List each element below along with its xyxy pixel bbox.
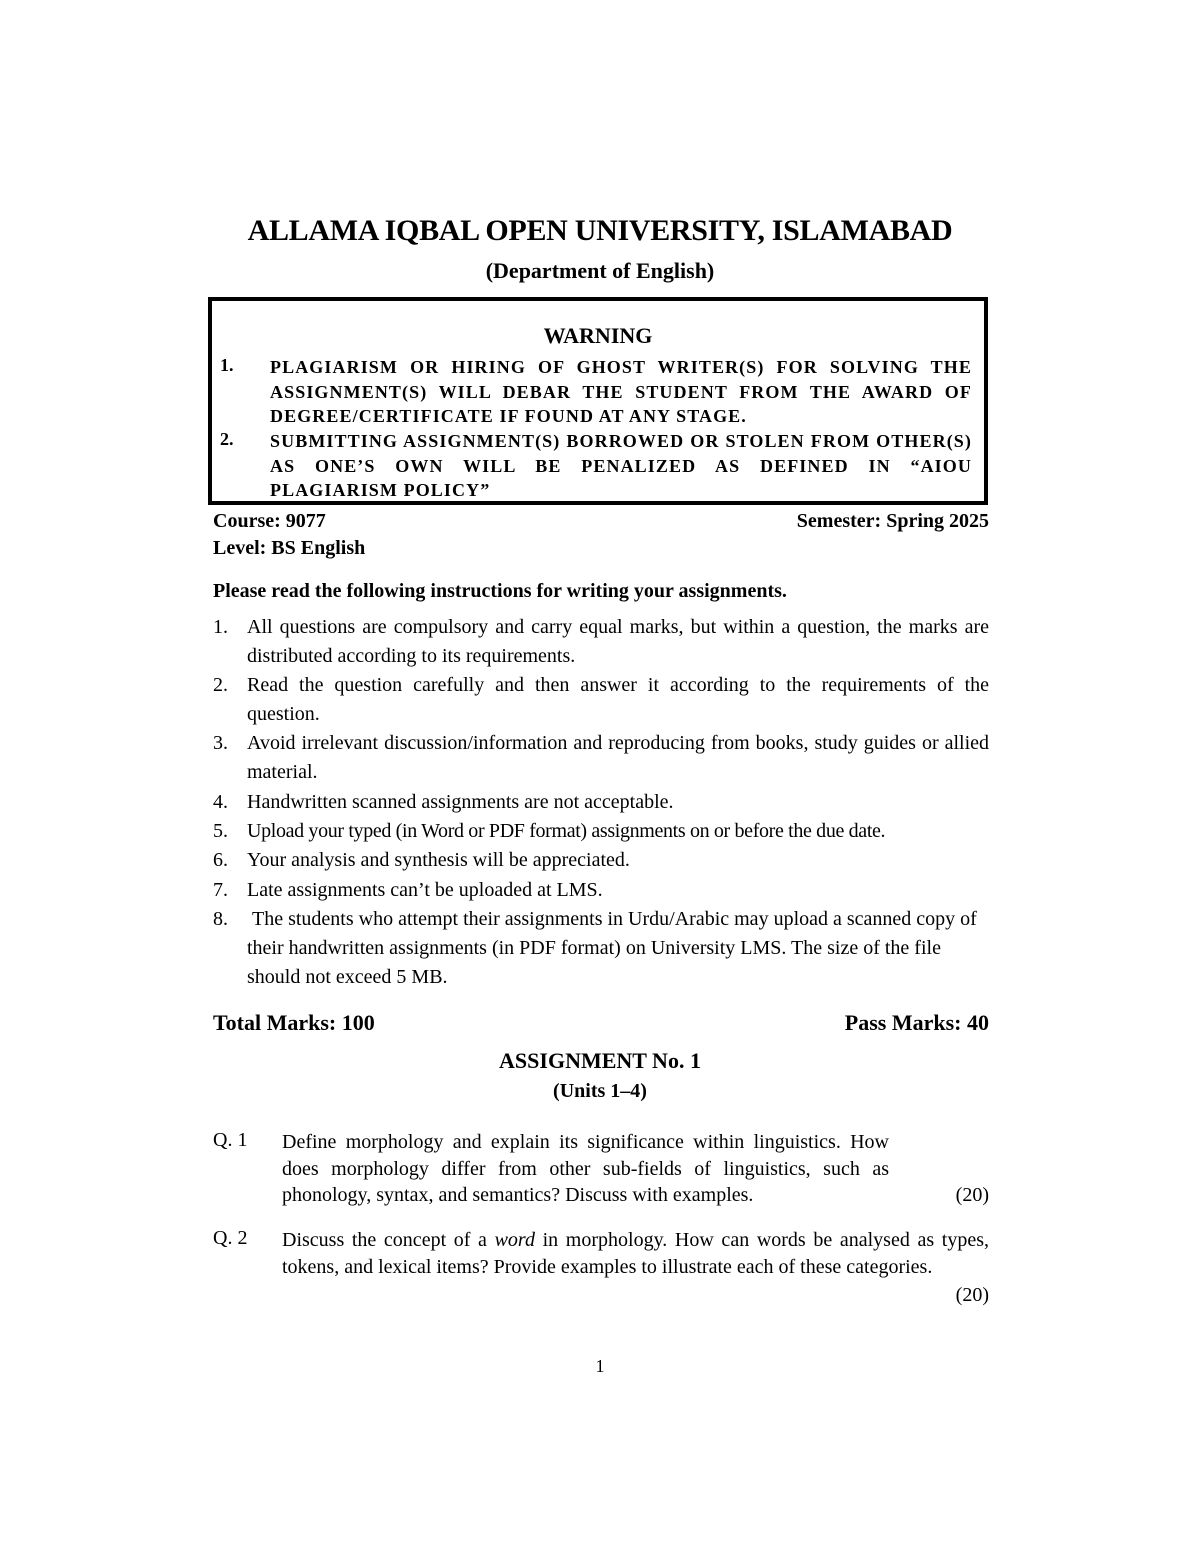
instructions-heading: Please read the following instructions for writing your assignments. <box>213 580 787 602</box>
warning-title: WARNING <box>543 323 653 348</box>
instruction-text: Late assignments can’t be uploaded at LMS. <box>247 878 603 901</box>
instruction-text: The students who attempt their assignments in Urdu/Arabic may upload a scanned copy of their handwritten assignments (in PDF format) on University LMS. The size of the file should not exceed 5 MB. <box>247 908 982 988</box>
instruction-item <box>213 788 989 817</box>
instruction-text: All questions are compulsory and carry equal marks, but within a question, the marks are distributed according to its requirements. <box>247 616 989 667</box>
instruction-number: 5. <box>213 819 228 842</box>
instruction-text: Your analysis and synthesis will be appreciated. <box>247 849 630 872</box>
question-emphasis: word <box>494 1229 535 1251</box>
question-marks: (20) <box>955 1184 989 1206</box>
level: Level: BS English <box>213 537 366 559</box>
instruction-text: Handwritten scanned assignments are not acceptable. <box>247 790 674 813</box>
warning-item-number: 2. <box>220 429 234 449</box>
instruction-item <box>213 817 989 846</box>
question-marks: (20) <box>955 1284 989 1306</box>
question-text: Discuss the concept of a <box>282 1229 495 1251</box>
question-text: in morphology. How can words be analysed as types, tokens, and lexical items? Provide examples to illustrate each of these categories. <box>282 1229 989 1278</box>
marks-row <box>213 1010 989 1036</box>
semester: Semester: Spring 2025 <box>796 510 989 532</box>
instruction-number: 3. <box>213 732 228 755</box>
instruction-number: 2. <box>213 674 228 697</box>
question-text-block <box>282 1129 889 1209</box>
level-row <box>213 537 989 560</box>
page-number: 1 <box>595 1356 605 1376</box>
department-name: (Department of English) <box>485 258 715 283</box>
question-text-block <box>282 1227 989 1280</box>
course-code: Course: 9077 <box>213 510 326 532</box>
warning-box <box>208 297 988 505</box>
instruction-number: 7. <box>213 878 228 901</box>
instruction-item <box>213 876 989 905</box>
instruction-number: 4. <box>213 790 228 813</box>
instruction-item <box>213 729 989 787</box>
question-text: Define morphology and explain its significance within linguistics. How does morphology differ from other sub-fields of linguistics, such as phonology, syntax, and semantics? Discuss with examples. <box>282 1131 889 1206</box>
instruction-item <box>213 613 989 671</box>
instruction-number: 6. <box>213 849 228 872</box>
question-number: Q. 1 <box>213 1129 248 1151</box>
warning-item-text: SUBMITTING ASSIGNMENT(S) BORROWED OR STOLEN FROM OTHER(S) AS ONE’S OWN WILL BE PENALIZED AS DEFINED IN “AIOU PLAGIARISM POLICY” <box>270 431 972 501</box>
instruction-number: 1. <box>213 616 228 638</box>
warning-item-text: PLAGIARISM OR HIRING OF GHOST WRITER(S) FOR SOLVING THE ASSIGNMENT(S) WILL DEBAR THE STUDENT FROM THE AWARD OF DEGREE/CERTIFICATE IF FOUND AT ANY STAGE. <box>270 357 972 427</box>
course-semester-row <box>213 510 989 533</box>
total-marks: Total Marks: 100 <box>213 1010 375 1035</box>
assignment-title: ASSIGNMENT No. 1 <box>499 1048 701 1073</box>
instruction-number: 8. <box>213 908 228 931</box>
warning-item-number: 1. <box>220 355 234 375</box>
assignment-units: (Units 1–4) <box>553 1080 647 1102</box>
pass-marks: Pass Marks: 40 <box>844 1010 989 1035</box>
instruction-item <box>213 671 989 729</box>
question-number: Q. 2 <box>213 1227 248 1249</box>
university-title: ALLAMA IQBAL OPEN UNIVERSITY, ISLAMABAD <box>247 214 953 247</box>
instruction-text: Read the question carefully and then answer it according to the requirements of the question. <box>247 674 989 725</box>
instruction-text: Upload your typed (in Word or PDF format) assignments on or before the due date. <box>247 819 886 842</box>
question-item <box>213 1227 989 1307</box>
question-item <box>213 1129 989 1209</box>
instruction-item <box>213 905 989 991</box>
instruction-text: Avoid irrelevant discussion/information and reproducing from books, study guides or allied material. <box>247 732 989 784</box>
instruction-item <box>213 846 989 875</box>
instructions-list <box>213 613 989 992</box>
